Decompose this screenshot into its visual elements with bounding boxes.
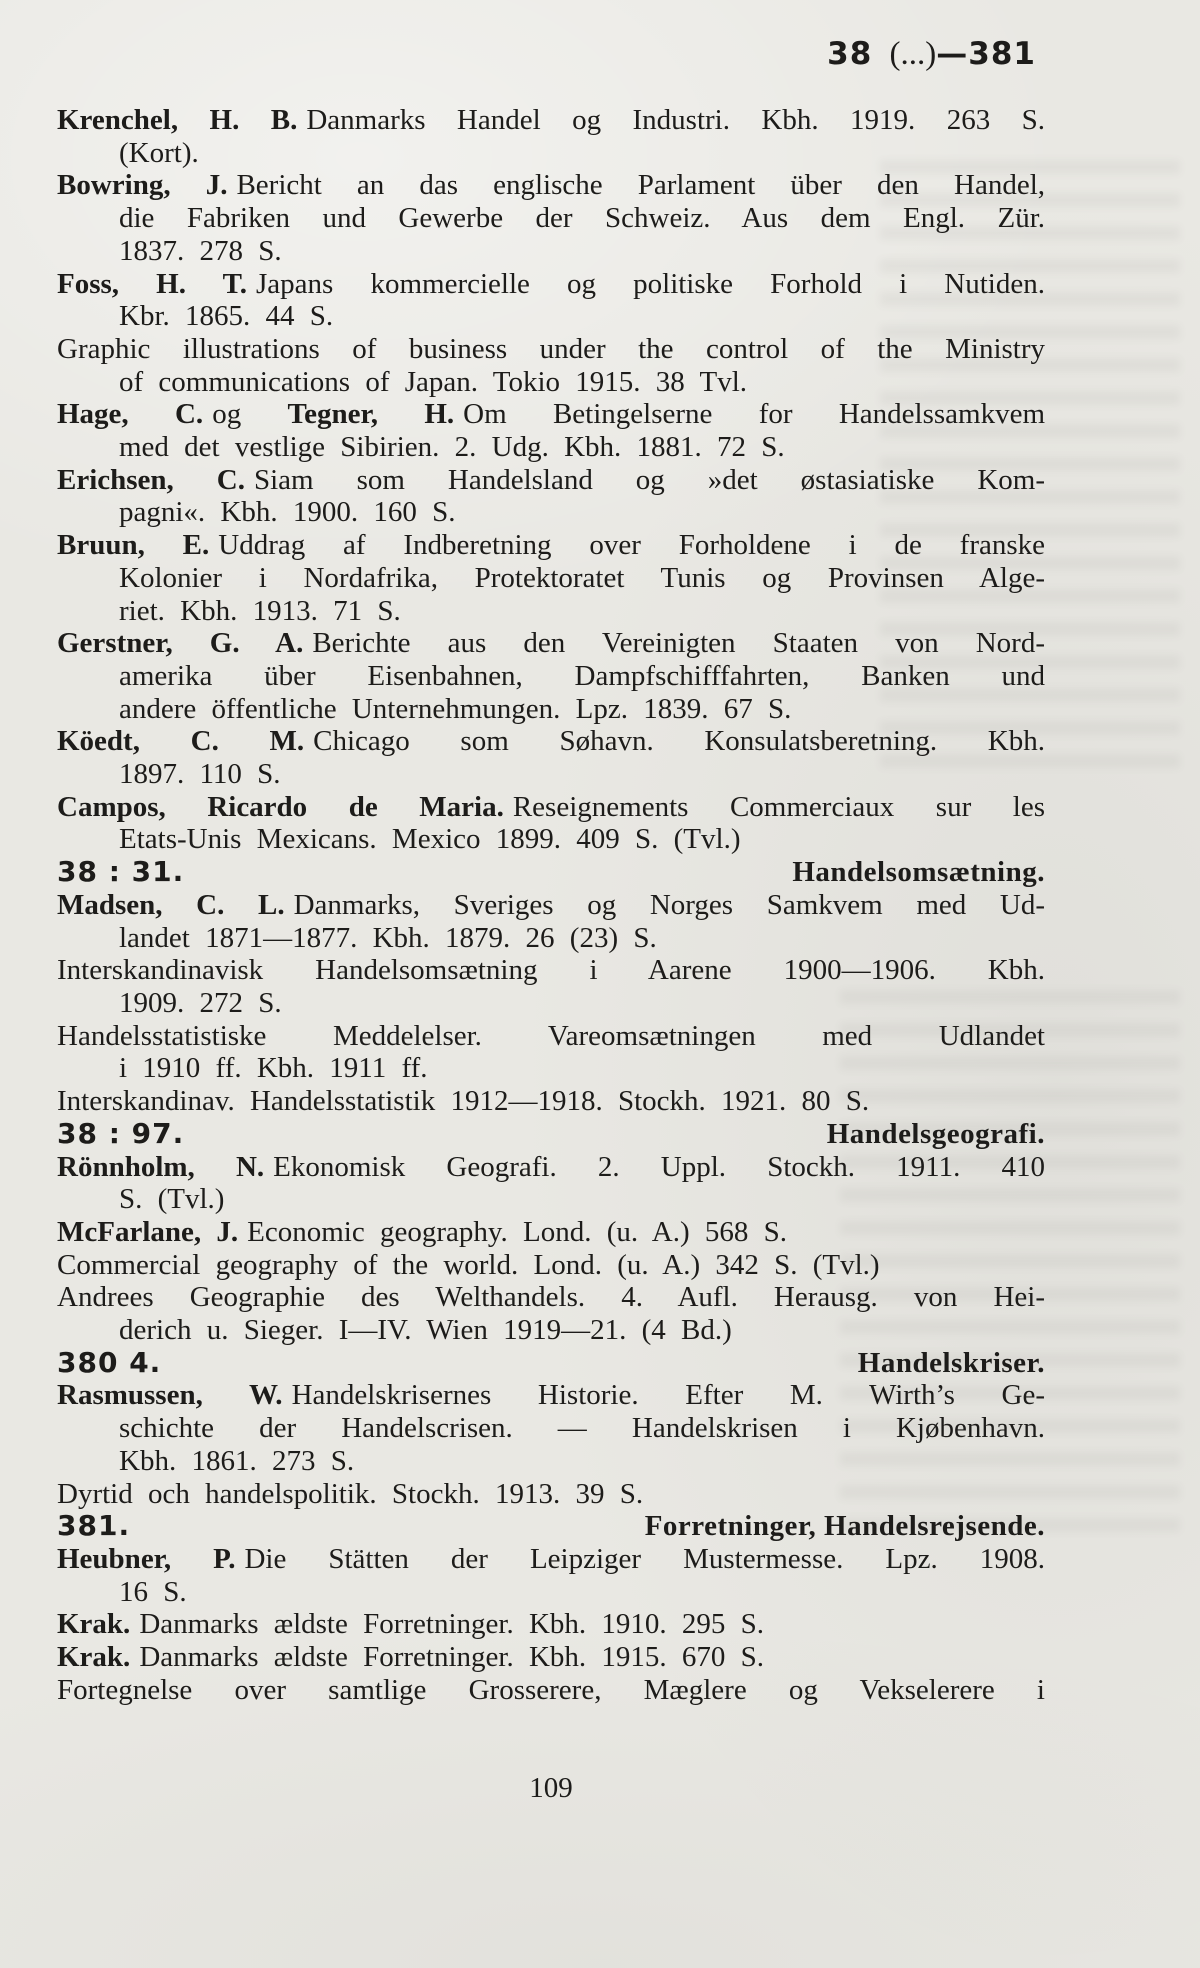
bibliography-entry [57, 1085, 1045, 1118]
bibliography-entry [57, 169, 1045, 267]
entry-text: Japans kommercielle og politiske Forhold i Nutiden. [256, 267, 1045, 300]
entry-text: Commercial geography of the world. Lond. (u. A.) 342 S. (Tvl.) [57, 1248, 880, 1281]
bibliography-entry [57, 1674, 1045, 1707]
entry-text: Andrees Geographie des Welthandels. 4. Aufl. Herausg. von Hei- [57, 1281, 1045, 1314]
section-number: 38 : 97. [57, 1116, 185, 1150]
entry-text: Danmarks ældste Forretninger. Kbh. 1915. 670 S. [139, 1641, 765, 1674]
entry-author: Foss, H. T. [57, 267, 248, 300]
entry-text: Bericht an das englische Parlament über den Handel, [236, 169, 1046, 202]
entry-author: Bowring, J. [57, 169, 228, 202]
entry-line [57, 791, 1045, 824]
entry-text: schichte der Handelscrisen. — Handelskrisen i Kjøbenhavn. [119, 1412, 1045, 1445]
entry-text: 1837. 278 S. [119, 234, 282, 267]
entry-text: Siam som Handelsland og »det østasiatiske Kom- [253, 463, 1046, 496]
bibliography-entry [57, 1216, 1045, 1249]
entry-text: die Fabriken und Gewerbe der Schweiz. Aus dem Engl. Zür. [119, 202, 1045, 235]
entry-line [57, 235, 1045, 268]
bibliography-entry [57, 268, 1045, 333]
entry-text: of communications of Japan. Tokio 1915. 38 Tvl. [119, 365, 747, 398]
entry-text: 16 S. [119, 1575, 187, 1608]
entry-line [57, 1412, 1045, 1445]
entry-text: Etats-Unis Mexicans. Mexico 1899. 409 S. (Tvl.) [119, 823, 741, 856]
bibliography-entry [57, 725, 1045, 790]
section-number: 38 : 31. [57, 855, 185, 889]
bibliography-entries [57, 104, 1045, 1706]
header-classification-text: (...) [881, 36, 937, 72]
bibliography-entry [57, 1478, 1045, 1511]
section-heading [57, 856, 1045, 889]
bibliography-entry [57, 954, 1045, 1019]
section-heading [57, 1510, 1045, 1543]
section-heading [57, 1347, 1045, 1380]
bibliography-entry [57, 398, 1045, 463]
entry-text: Graphic illustrations of business under the control of the Ministry [57, 332, 1045, 365]
entry-text: Interskandinavisk Handelsomsætning i Aarene 1900—1906. Kbh. [57, 954, 1045, 987]
entry-author: Campos, Ricardo de Maria. [57, 790, 504, 823]
entry-text: andere öffentliche Unternehmungen. Lpz. 1839. 67 S. [119, 692, 792, 725]
bibliography-entry [57, 1379, 1045, 1477]
bibliography-entry [57, 529, 1045, 627]
bibliography-entry [57, 1249, 1045, 1282]
section-title: Forretninger, Handelsrejsende. [644, 1510, 1045, 1543]
entry-author: Krak. [57, 1608, 131, 1641]
entry-line [57, 987, 1045, 1020]
entry-text: Dyrtid och handelspolitik. Stockh. 1913. 39 S. [57, 1477, 644, 1510]
entry-author: Bruun, E. [57, 529, 210, 562]
bibliography-entry [57, 1281, 1045, 1346]
entry-text: Handelskrisernes Historie. Efter M. Wirth’s Ge- [291, 1379, 1045, 1412]
entry-line [57, 529, 1045, 562]
entry-line [57, 758, 1045, 791]
entry-line [57, 660, 1045, 693]
entry-line [57, 333, 1045, 366]
entry-line [57, 1379, 1045, 1412]
entry-author: McFarlane, J. [57, 1215, 239, 1248]
bibliography-entry [57, 1151, 1045, 1216]
bibliography-entry [57, 791, 1045, 856]
entry-line [57, 1085, 1045, 1118]
entry-text: Kbh. 1861. 273 S. [119, 1444, 355, 1477]
entry-line [57, 268, 1045, 301]
entry-line [57, 595, 1045, 628]
entry-line [57, 300, 1045, 333]
entry-text: Danmarks ældste Forretninger. Kbh. 1910. 295 S. [139, 1608, 765, 1641]
entry-line [57, 464, 1045, 497]
entry-line [57, 1249, 1045, 1282]
bibliography-entry [57, 1020, 1045, 1085]
entry-text: amerika über Eisenbahnen, Dampfschifffahrten, Banken und [119, 659, 1045, 692]
page-number: 109 [529, 1772, 573, 1804]
running-header [57, 36, 1045, 72]
entry-line [57, 104, 1045, 137]
entry-line [57, 889, 1045, 922]
entry-text: med det vestlige Sibirien. 2. Udg. Kbh. 1881. 72 S. [119, 431, 785, 464]
entry-line [57, 398, 1045, 431]
section-title: Handelskriser. [857, 1346, 1045, 1379]
bibliography-entry [57, 627, 1045, 725]
entry-line [57, 1543, 1045, 1576]
bibliography-entry [57, 889, 1045, 954]
entry-author: Erichsen, C. [57, 463, 245, 496]
bibliography-entry [57, 464, 1045, 529]
entry-author: Tegner, H. [287, 398, 455, 431]
entry-text: landet 1871—1877. Kbh. 1879. 26 (23) S. [119, 921, 657, 954]
entry-line [57, 1576, 1045, 1609]
entry-line [57, 954, 1045, 987]
entry-text: Handelsstatistiske Meddelelser. Vareomsætningen med Udlandet [57, 1019, 1045, 1052]
entry-author: Rasmussen, W. [57, 1379, 283, 1412]
entry-text: Danmarks Handel og Industri. Kbh. 1919. 263 S. [306, 104, 1045, 136]
entry-text: Economic geography. Lond. (u. A.) 568 S. [247, 1215, 787, 1248]
entry-text: 1897. 110 S. [119, 758, 281, 791]
entry-author: Rönnholm, N. [57, 1150, 265, 1183]
entry-author: Gerstner, G. A. [57, 627, 304, 660]
entry-line [57, 1183, 1045, 1216]
entry-text: i 1910 ff. Kbh. 1911 ff. [119, 1052, 428, 1085]
section-number: 381. [57, 1509, 131, 1543]
entry-line [57, 431, 1045, 464]
entry-author: Hage, C. [57, 398, 204, 431]
entry-line [57, 496, 1045, 529]
entry-text: Kbr. 1865. 44 S. [119, 300, 334, 333]
entry-text: (Kort). [119, 136, 199, 169]
section-number: 380 4. [57, 1345, 162, 1379]
entry-text: Berichte aus den Vereinigten Staaten von Nord- [312, 627, 1045, 660]
entry-line [57, 823, 1045, 856]
entry-line [57, 1445, 1045, 1478]
header-classification-number: 38 [827, 36, 873, 72]
entry-text: Die Stätten der Leipziger Mustermesse. Lpz. 1908. [244, 1542, 1045, 1575]
entry-text: pagni«. Kbh. 1900. 160 S. [119, 496, 456, 529]
entry-text: Kolonier i Nordafrika, Protektoratet Tunis og Provinsen Alge- [119, 561, 1045, 594]
entry-text: Chicago som Søhavn. Konsulatsberetning. Kbh. [313, 725, 1045, 758]
entry-text: Interskandinav. Handelsstatistik 1912—1918. Stockh. 1921. 80 S. [57, 1085, 870, 1118]
entry-line [57, 1674, 1045, 1707]
entry-line [57, 627, 1045, 660]
entry-author: Madsen, C. L. [57, 888, 285, 921]
bibliography-entry [57, 1543, 1045, 1608]
entry-line [57, 1216, 1045, 1249]
entry-line [57, 1314, 1045, 1347]
entry-line [57, 202, 1045, 235]
entry-text: og [212, 398, 288, 431]
entry-text: Uddrag af Indberetning over Forholdene i de franske [218, 529, 1045, 562]
entry-text: Reseignements Commerciaux sur les [512, 790, 1046, 823]
entry-text: Fortegnelse over samtlige Grosserere, Mæglere og Vekselerere i [57, 1673, 1045, 1706]
entry-author: Krenchel, H. B. [57, 104, 298, 136]
entry-text: Ekonomisk Geografi. 2. Uppl. Stockh. 1911. 410 [273, 1150, 1045, 1183]
entry-line [57, 169, 1045, 202]
entry-text: S. (Tvl.) [119, 1183, 225, 1216]
entry-text: derich u. Sieger. I—IV. Wien 1919—21. (4 Bd.) [119, 1314, 732, 1347]
entry-line [57, 922, 1045, 955]
section-title: Handelsomsætning. [792, 856, 1045, 889]
section-heading [57, 1118, 1045, 1151]
entry-author: Köedt, C. M. [57, 725, 305, 758]
entry-text: riet. Kbh. 1913. 71 S. [119, 594, 401, 627]
entry-author: Heubner, P. [57, 1542, 236, 1575]
entry-line [57, 693, 1045, 726]
entry-line [57, 1641, 1045, 1674]
entry-line [57, 366, 1045, 399]
section-title: Handelsgeografi. [826, 1117, 1045, 1150]
bibliography-entry [57, 1608, 1045, 1641]
entry-line [57, 725, 1045, 758]
entry-text: Om Betingelserne for Handelssamkvem [463, 398, 1045, 431]
bibliography-entry [57, 104, 1045, 169]
entry-author: Krak. [57, 1641, 131, 1674]
entry-line [57, 1052, 1045, 1085]
entry-line [57, 1281, 1045, 1314]
entry-text: 1909. 272 S. [119, 986, 282, 1019]
bibliography-entry [57, 1641, 1045, 1674]
entry-line [57, 1608, 1045, 1641]
entry-text: Danmarks, Sveriges og Norges Samkvem med Ud- [293, 888, 1045, 921]
entry-line [57, 1151, 1045, 1184]
bibliography-entry [57, 333, 1045, 398]
entry-line [57, 1478, 1045, 1511]
header-classification-number: —381 [936, 36, 1036, 72]
entry-line [57, 1020, 1045, 1053]
entry-line [57, 562, 1045, 595]
entry-line [57, 137, 1045, 170]
